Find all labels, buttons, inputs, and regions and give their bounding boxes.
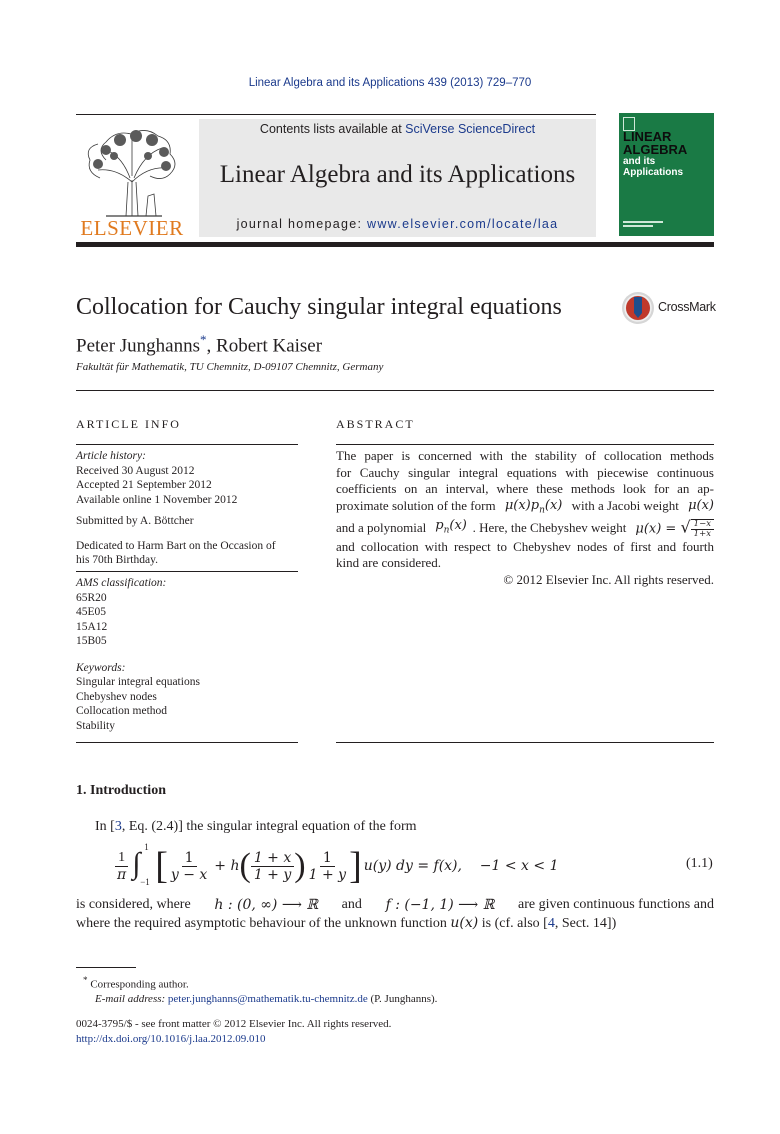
equation-1-1 [114,842,558,890]
corresponding-author-mark[interactable]: * [200,332,207,347]
abstract-line [336,498,714,519]
dedication-line-1: Dedicated to Harm Bart on the Occasion of [76,539,276,552]
footnote-line [83,992,437,1007]
cover-title-line-1: LINEAR [623,129,672,144]
cover-title-line-4: Applications [623,167,684,178]
abstract-body [336,448,714,588]
intro-text: In [ [95,819,115,834]
crossmark-label: CrossMark [658,300,716,314]
elsevier-logo [76,120,188,238]
homepage-link[interactable]: www.elsevier.com/locate/laa [367,217,559,231]
contents-line [199,122,596,136]
abstract-line: The paper is concerned with the stability of collocation methods [336,448,714,463]
crossmark-icon [621,291,655,325]
keyword: Collocation method [76,705,168,717]
intro-text: and [338,897,366,912]
history-online: Available online 1 November 2012 [76,493,238,506]
chebyshev-weight-formula: μ(x) = √ $\frac{1-x}{1+x}$ [635,519,714,539]
keyword: Stability [76,719,115,732]
elsevier-wordmark: ELSEVIER [80,216,184,240]
homepage-line [199,217,596,231]
cover-title-line-2: ALGEBRA [623,142,688,157]
intro-math: h : (0, ∞) ⟶ ℝ [214,897,318,913]
left-paren: ( [239,847,251,884]
elsevier-tree-icon [76,120,188,220]
abstract-math: $\mu(x)p_n(x)$ [504,497,563,516]
history-accepted: Accepted 21 September 2012 [76,479,212,491]
intro-line [76,896,714,914]
author-name-1: Peter Junghanns [76,335,201,357]
cover-footer-bar-2 [623,225,653,227]
intro-text: where the required asymptotic behaviour of the unknown function [76,916,451,931]
history-label: Article history: [76,450,146,462]
ams-block [76,576,298,733]
intro-paragraph-1 [95,819,417,835]
abstract-text: proximate solution of the form [336,497,499,513]
article-info-rule [76,444,298,445]
abstract-text: with a Jacobi weight [568,497,683,513]
eq-fraction: $\frac{1}{y - x}$ [170,849,208,883]
eq-right-side: u(y) dy = f(x), −1 < x < 1 [363,858,559,874]
journal-citation[interactable]: Linear Algebra and its Applications 439 (2013) 729–770 [248,77,532,89]
intro-math: u(x) [450,915,479,931]
eq-fraction: $\frac{1}{1 + y}$ [308,849,347,883]
page-footer [76,1017,391,1047]
abstract-line: coefficients on an interval, where these methods look for an ap- [336,481,714,496]
affiliation-rule [76,390,714,391]
intro-text: , Sect. 14]) [554,916,617,931]
left-bracket: [ [155,845,168,887]
abstract-bottom-rule [336,742,714,743]
affiliation: Fakultät für Mathematik, TU Chemnitz, D-09107 Chemnitz, Germany [76,361,384,373]
keyword: Chebyshev nodes [76,690,157,703]
journal-title: Linear Algebra and its Applications [219,161,576,188]
dedication-line-2: his 70th Birthday. [76,554,158,566]
homepage-prefix: journal homepage: [236,217,367,231]
author-email-link[interactable]: peter.junghanns@mathematik.tu-chemnitz.de [167,993,368,1006]
ams-code: 45E05 [76,606,107,618]
footnote-rule [76,967,136,968]
author-name-2: Robert Kaiser [216,335,323,357]
keyword: Singular integral equations [76,676,200,688]
abstract-math: $p_n(x)$ [435,518,467,536]
section-heading-introduction: 1. Introduction [76,783,166,798]
ams-code: 15A12 [76,620,108,633]
history-received: Received 30 August 2012 [76,464,195,477]
abstract-rule [336,444,714,445]
ams-code: 15B05 [76,635,107,647]
abstract-line: and collocation with respect to Chebyshev nodes of first and fourth [336,538,714,554]
intro-text: , Eq. (2.4)] the singular integral equation of the form [121,819,417,834]
citation-link-4[interactable]: 4 [547,916,555,931]
abstract-text: . Here, the Chebyshev weight [472,520,630,536]
journal-cover [619,113,714,236]
header-thick-rule [76,242,714,247]
keywords-label: Keywords: [76,661,126,674]
abstract-math: μ(x) [688,497,714,513]
equation-number: (1.1) [686,856,713,871]
integral-sign: ∫ 1 −1 [132,842,150,887]
article-title: Collocation for Cauchy singular integral equations [76,294,562,320]
doi-link[interactable]: http://dx.doi.org/10.1016/j.laa.2012.09.010 [76,1033,266,1045]
citation-link-3[interactable]: 3 [114,819,122,834]
issn-line: 0024-3795/$ - see front matter © 2012 Elsevier Inc. All rights reserved. [76,1018,392,1030]
intro-text: is (cf. also [ [478,916,548,931]
article-info-block [76,449,298,568]
footnote [83,973,437,1007]
ams-code: 65R20 [76,591,107,604]
email-suffix: (P. Junghanns). [367,993,438,1006]
ams-label: AMS classification: [76,577,167,589]
author-separator: , [206,335,217,357]
contents-prefix: Contents lists available at [259,122,406,136]
right-bracket: ] [349,845,362,887]
article-info-bottom-rule [76,742,298,743]
intro-text: is considered, where [76,897,195,912]
eq-plus-h: + h [214,858,240,874]
ams-rule [76,571,298,572]
abstract-copyright: © 2012 Elsevier Inc. All rights reserved. [503,571,714,587]
cover-footer-bar [623,221,663,223]
cover-title-line-3: and its [623,156,656,167]
author-list [76,328,322,358]
footnote-mark: * [83,975,88,985]
abstract-line [336,519,714,539]
email-label: E-mail address: [95,993,168,1006]
abstract-line: for Cauchy singular integral equations with piecewise continuous [336,464,714,480]
sciencedirect-link[interactable]: SciVerse ScienceDirect [405,122,536,136]
eq-fraction: $\frac{1 + x}{1 + y}$ [251,850,294,883]
intro-line [76,914,714,933]
submitted-by: Submitted by A. Böttcher [76,515,194,527]
crossmark-badge[interactable] [621,291,717,327]
eq-fraction: $\frac{1}{\pi}$ [117,849,127,883]
abstract-text: and a polynomial [336,520,430,536]
journal-banner [199,119,596,237]
right-paren: ) [294,847,306,884]
abstract-line: kind are considered. [336,555,442,571]
article-info-heading: ARTICLE INFO [76,417,181,431]
intro-paragraph-2 [76,896,714,933]
intro-text: are given continuous functions and [514,897,714,912]
header-top-rule [76,114,596,115]
intro-math: f : (−1, 1) ⟶ ℝ [385,897,495,913]
abstract-heading: ABSTRACT [336,417,415,431]
footnote-corresponding: Corresponding author. [90,978,189,991]
footnote-line [83,973,437,992]
